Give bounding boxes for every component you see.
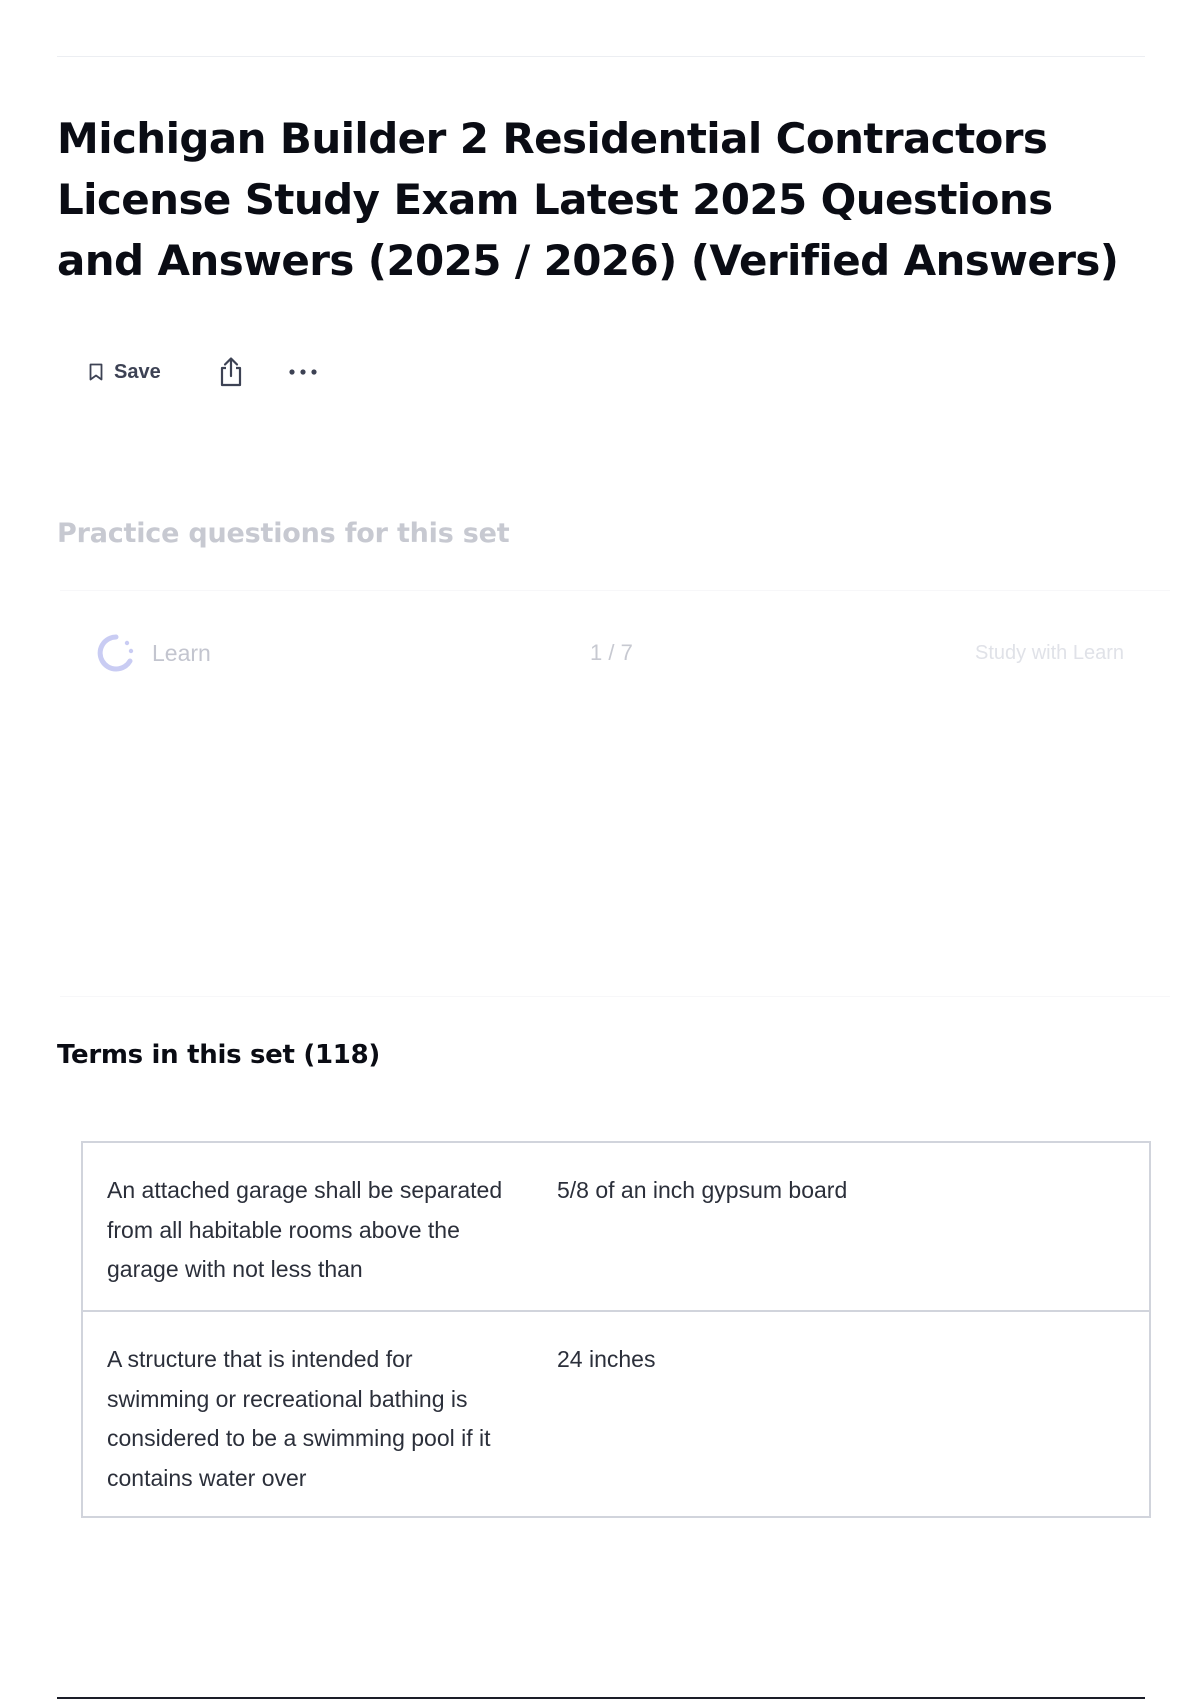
learn-card	[60, 590, 1170, 997]
definition-text: 5/8 of an inch gypsum board	[557, 1177, 848, 1203]
learn-progress-counter: 1 / 7	[590, 640, 633, 665]
study-with-learn-link[interactable]: Study with Learn	[975, 642, 1124, 664]
save-label: Save	[114, 360, 161, 383]
bookmark-icon	[88, 362, 104, 382]
terms-table	[81, 1141, 1151, 1518]
term-text: An attached garage shall be separated from all habitable rooms above the garage with not less than	[107, 1177, 503, 1282]
definition-text: 24 inches	[557, 1346, 656, 1372]
set-toolbar	[80, 352, 325, 392]
term-row	[83, 1310, 1149, 1516]
page-title: Michigan Builder 2 Residential Contractors License Study Exam Latest 2025 Questions and Answers (2025 / 2026) (Verified Answers)	[57, 114, 1119, 285]
share-icon	[217, 356, 245, 388]
learn-icon	[96, 633, 136, 673]
learn-label: Learn	[152, 639, 211, 666]
practice-questions-heading: Practice questions for this set	[57, 518, 510, 549]
share-button[interactable]	[209, 352, 253, 392]
more-options-button[interactable]	[281, 352, 325, 392]
learn-card-header	[60, 633, 1124, 673]
terms-heading: Terms in this set (118)	[57, 1040, 380, 1070]
learn-mode-indicator	[96, 633, 211, 673]
save-button[interactable]	[80, 352, 169, 392]
bottom-divider	[57, 1697, 1145, 1699]
term-row	[83, 1143, 1149, 1310]
top-divider	[57, 56, 1145, 57]
more-icon	[288, 368, 318, 376]
term-text: A structure that is intended for swimming or recreational bathing is considered to be a swimming pool if it contains water over	[107, 1346, 491, 1491]
